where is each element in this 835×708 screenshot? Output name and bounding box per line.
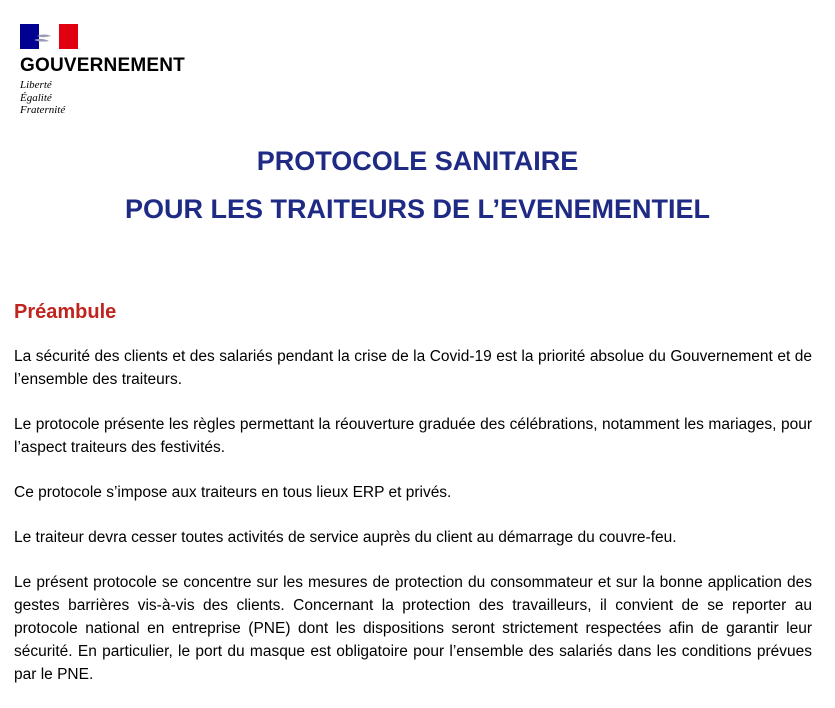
- motto-egalite: Égalité: [20, 91, 52, 104]
- government-logo-block: [20, 24, 240, 117]
- motto-liberte: Liberté: [20, 79, 52, 91]
- document-title-line-1: PROTOCOLE SANITAIRE: [256, 146, 579, 176]
- section-heading: Préambule: [14, 301, 117, 323]
- document-title-line-2: POUR LES TRAITEURS DE L’EVENEMENTIEL: [124, 194, 711, 224]
- paragraph: La sécurité des clients et des salariés pendant la crise de la Covid-19 est la priorité absolue du Gouvernement et de l’ensemble des traiteurs.: [14, 348, 812, 388]
- republic-motto: [20, 79, 240, 117]
- paragraph: Le présent protocole se concentre sur les mesures de protection du consommateur et sur la bonne application des gestes barrières vis-à-vis des clients. Concernant la protection des travailleurs, il convient de se reporter au protocole national en entreprise (PNE) dont les dispositions seront strictement respectées afin de garantir leur sécurité. En particulier, le port du masque est obligatoire pour l’ensemble des salariés dans les conditions prévues par le PNE.: [14, 574, 812, 683]
- motto-fraternite: Fraternité: [20, 104, 66, 116]
- marianne-logo: [20, 24, 78, 49]
- preamble-body: [14, 345, 812, 708]
- document-title: [0, 145, 835, 225]
- paragraph: Ce protocole s’impose aux traiteurs en tous lieux ERP et privés.: [14, 484, 452, 501]
- paragraph: Le traiteur devra cesser toutes activités de service auprès du client au démarrage du couvre-feu.: [14, 529, 677, 546]
- paragraph: Le protocole présente les règles permettant la réouverture graduée des célébrations, notamment les mariages, pour l’aspect traiteurs des festivités.: [14, 416, 812, 456]
- government-label: GOUVERNEMENT: [20, 55, 185, 76]
